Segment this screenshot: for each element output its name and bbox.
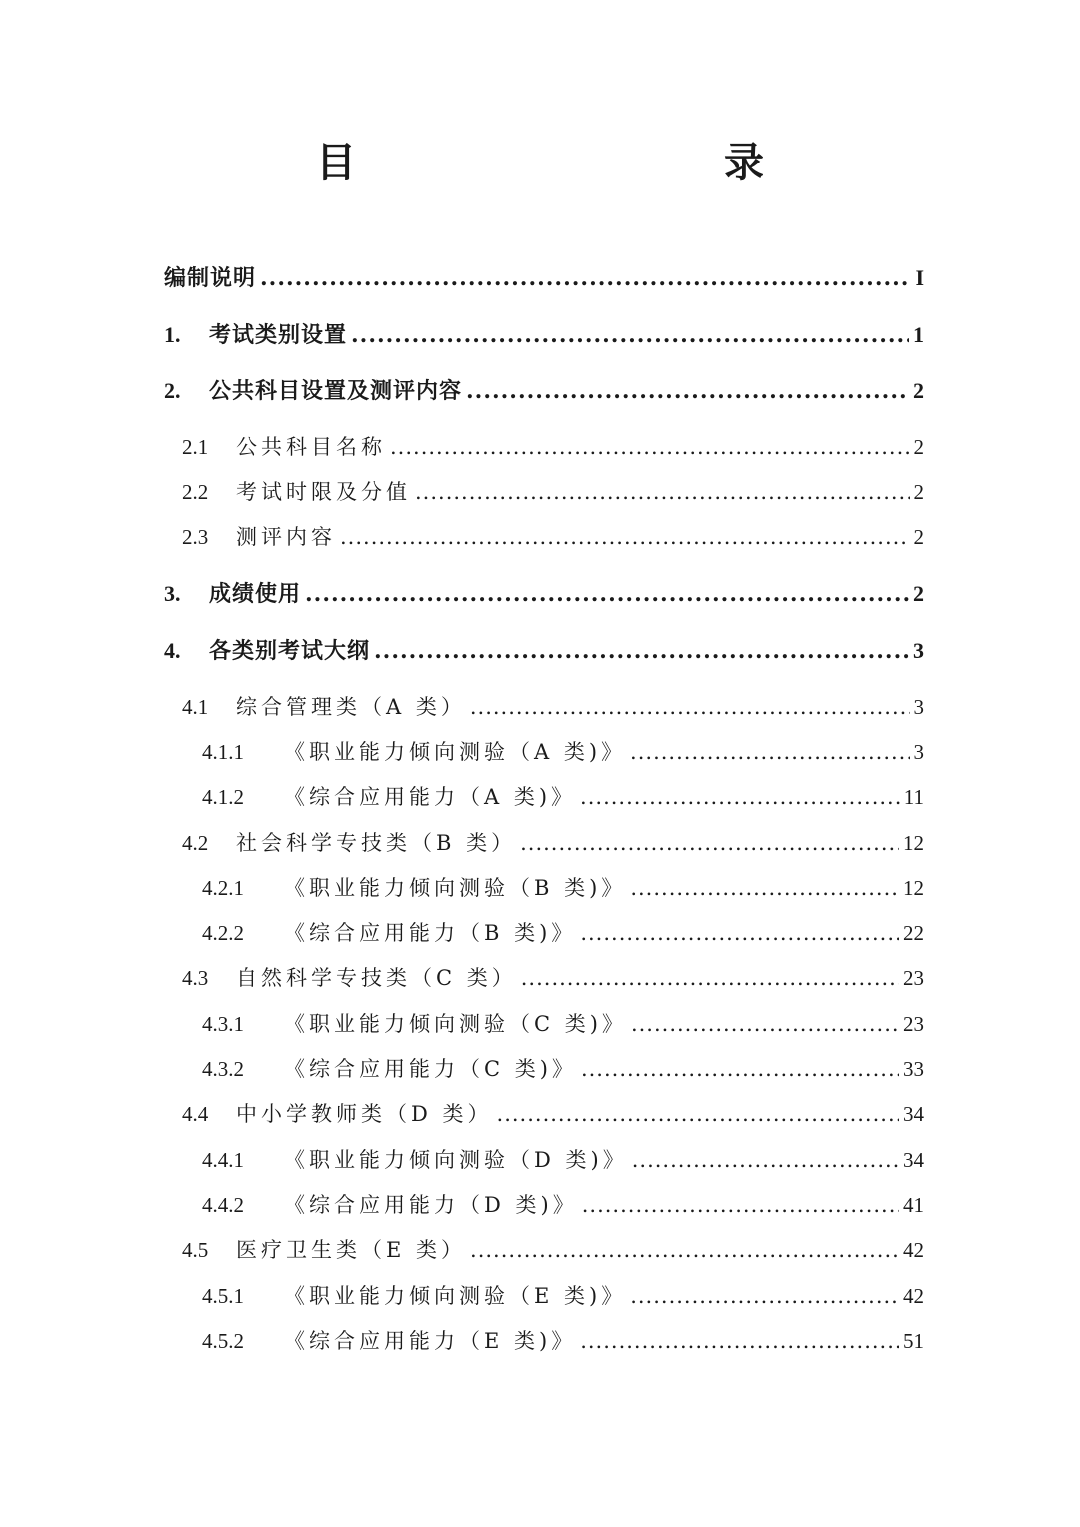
dot-leader (580, 918, 899, 948)
toc-entry-page: 2 (913, 581, 924, 606)
toc-entry-page: I (915, 265, 924, 290)
toc-entry-2-3[interactable] (182, 522, 924, 552)
toc-entry-4-1[interactable] (182, 692, 924, 722)
toc-entry-label: 《职业能力倾向测验（C 类)》 (284, 1012, 627, 1036)
toc-entry-label: 《职业能力倾向测验（B 类)》 (284, 876, 627, 900)
toc-entry-number: 1. (164, 322, 181, 347)
toc-entry-4-4-2[interactable] (202, 1190, 924, 1220)
toc-entry-page: 34 (903, 1102, 924, 1126)
dot-leader (305, 579, 909, 609)
toc-entry-number: 4.4 (182, 1102, 209, 1126)
toc-entry-number: 4.3 (182, 966, 209, 990)
dot-leader (415, 477, 910, 507)
toc-entry-page: 2 (913, 378, 924, 403)
dot-leader (521, 963, 899, 993)
dot-leader (630, 737, 909, 767)
toc-entry-number: 4.2.1 (202, 876, 244, 900)
toc-entry-2-1[interactable] (182, 432, 924, 462)
toc-entry-number: 4.5 (182, 1238, 209, 1262)
toc-entry-label: 综合管理类（A 类） (236, 695, 466, 719)
toc-entry-chapter-1[interactable] (164, 320, 924, 350)
toc-entry-page: 3 (913, 695, 924, 719)
toc-entry-label: 社会科学专技类（B 类） (236, 831, 517, 855)
toc-entry-page: 1 (913, 322, 924, 347)
dot-leader (470, 1235, 899, 1265)
toc-entry-number: 4.4.2 (202, 1193, 244, 1217)
toc-entry-number: 4.1.1 (202, 740, 244, 764)
dot-leader (260, 263, 911, 293)
toc-entry-4-3-2[interactable] (202, 1054, 924, 1084)
toc-entry-label: 《职业能力倾向测验（A 类)》 (284, 740, 627, 764)
dot-leader (470, 692, 910, 722)
toc-entry-number: 4.3.1 (202, 1012, 244, 1036)
toc-entry-number: 4. (164, 638, 181, 663)
toc-entry-page: 23 (903, 1012, 924, 1036)
toc-entry-label: 考试时限及分值 (236, 480, 411, 504)
toc-entry-4-3-1[interactable] (202, 1009, 924, 1039)
toc-entry-number: 4.3.2 (202, 1057, 244, 1081)
toc-entry-label: 《综合应用能力（E 类)》 (284, 1329, 577, 1353)
toc-entry-page: 42 (903, 1284, 924, 1308)
dot-leader (580, 1326, 899, 1356)
toc-entry-label: 公共科目名称 (236, 435, 386, 459)
dot-leader (520, 828, 899, 858)
toc-entry-chapter-3[interactable] (164, 579, 924, 609)
toc-entry-page: 2 (913, 480, 924, 504)
toc-entry-label: 成绩使用 (209, 581, 302, 607)
toc-entry-number: 4.2 (182, 831, 209, 855)
toc-entry-label: 《综合应用能力（D 类)》 (284, 1193, 578, 1217)
dot-leader (374, 636, 909, 666)
toc-entry-4-4[interactable] (182, 1099, 924, 1129)
toc-entry-2-2[interactable] (182, 477, 924, 507)
toc-entry-label: 《职业能力倾向测验（E 类)》 (284, 1284, 627, 1308)
toc-entry-label: 《综合应用能力（C 类)》 (284, 1057, 577, 1081)
toc-entry-page: 42 (903, 1238, 924, 1262)
toc-entry-4-5[interactable] (182, 1235, 924, 1265)
dot-leader (340, 522, 910, 552)
toc-entry-page: 3 (913, 740, 924, 764)
toc-entry-4-1-1[interactable] (202, 737, 924, 767)
toc-entry-label: 中小学教师类（D 类） (236, 1102, 493, 1126)
dot-leader (631, 1009, 899, 1039)
toc-entry-label: 医疗卫生类（E 类） (236, 1238, 467, 1262)
toc-entry-number: 2.1 (182, 435, 209, 459)
toc-entry-label: 《职业能力倾向测验（D 类)》 (284, 1148, 628, 1172)
toc-entry-chapter-2[interactable] (164, 376, 924, 406)
toc-entry-page: 12 (903, 876, 924, 900)
toc-entry-number: 2. (164, 378, 181, 403)
toc-entry-4-4-1[interactable] (202, 1145, 924, 1175)
dot-leader (580, 782, 900, 812)
page-title: 目 录 (316, 139, 860, 186)
toc-entry-4-2-1[interactable] (202, 873, 924, 903)
toc-entry-page: 2 (913, 435, 924, 459)
toc-entry-preface[interactable] (164, 263, 924, 293)
toc-entry-label: 《综合应用能力（B 类)》 (284, 921, 577, 945)
dot-leader (581, 1054, 899, 1084)
toc-entry-number: 4.4.1 (202, 1148, 244, 1172)
toc-entry-page: 2 (913, 525, 924, 549)
toc-entry-label: 自然科学专技类（C 类） (236, 966, 517, 990)
toc-entry-page: 3 (913, 638, 924, 663)
dot-leader (497, 1099, 899, 1129)
toc-entry-page: 12 (903, 831, 924, 855)
dot-leader (466, 376, 909, 406)
toc-entry-number: 4.1 (182, 695, 209, 719)
toc-entry-label: 公共科目设置及测评内容 (209, 378, 463, 404)
dot-leader (390, 432, 910, 462)
toc-entry-4-3[interactable] (182, 963, 924, 993)
toc-entry-number: 2.3 (182, 525, 209, 549)
dot-leader (351, 320, 909, 350)
toc-entry-page: 23 (903, 966, 924, 990)
dot-leader (630, 1281, 899, 1311)
toc-entry-page: 33 (903, 1057, 924, 1081)
toc-entry-4-5-2[interactable] (202, 1326, 924, 1356)
toc-entry-label: 考试类别设置 (209, 322, 348, 348)
toc-entry-label: 测评内容 (236, 525, 336, 549)
toc-entry-page: 11 (903, 785, 924, 809)
dot-leader (632, 1145, 899, 1175)
toc-entry-4-2-2[interactable] (202, 918, 924, 948)
toc-entry-page: 34 (903, 1148, 924, 1172)
toc-entry-page: 41 (903, 1193, 924, 1217)
toc-entry-chapter-4[interactable] (164, 636, 924, 666)
toc-entry-number: 3. (164, 581, 181, 606)
toc-entry-page: 51 (903, 1329, 924, 1353)
toc-entry-label: 各类别考试大纲 (209, 638, 371, 664)
toc-entry-number: 4.1.2 (202, 785, 244, 809)
dot-leader (630, 873, 899, 903)
toc-entry-label: 《综合应用能力（A 类)》 (284, 785, 577, 809)
toc-entry-number: 2.2 (182, 480, 209, 504)
toc-entry-page: 22 (903, 921, 924, 945)
toc-entry-4-5-1[interactable] (202, 1281, 924, 1311)
toc-entry-number: 4.5.1 (202, 1284, 244, 1308)
toc-entry-4-2[interactable] (182, 828, 924, 858)
toc-entry-label: 编制说明 (164, 265, 257, 291)
dot-leader (582, 1190, 899, 1220)
toc-entry-4-1-2[interactable] (202, 782, 924, 812)
toc-entry-number: 4.5.2 (202, 1329, 244, 1353)
toc-entry-number: 4.2.2 (202, 921, 244, 945)
